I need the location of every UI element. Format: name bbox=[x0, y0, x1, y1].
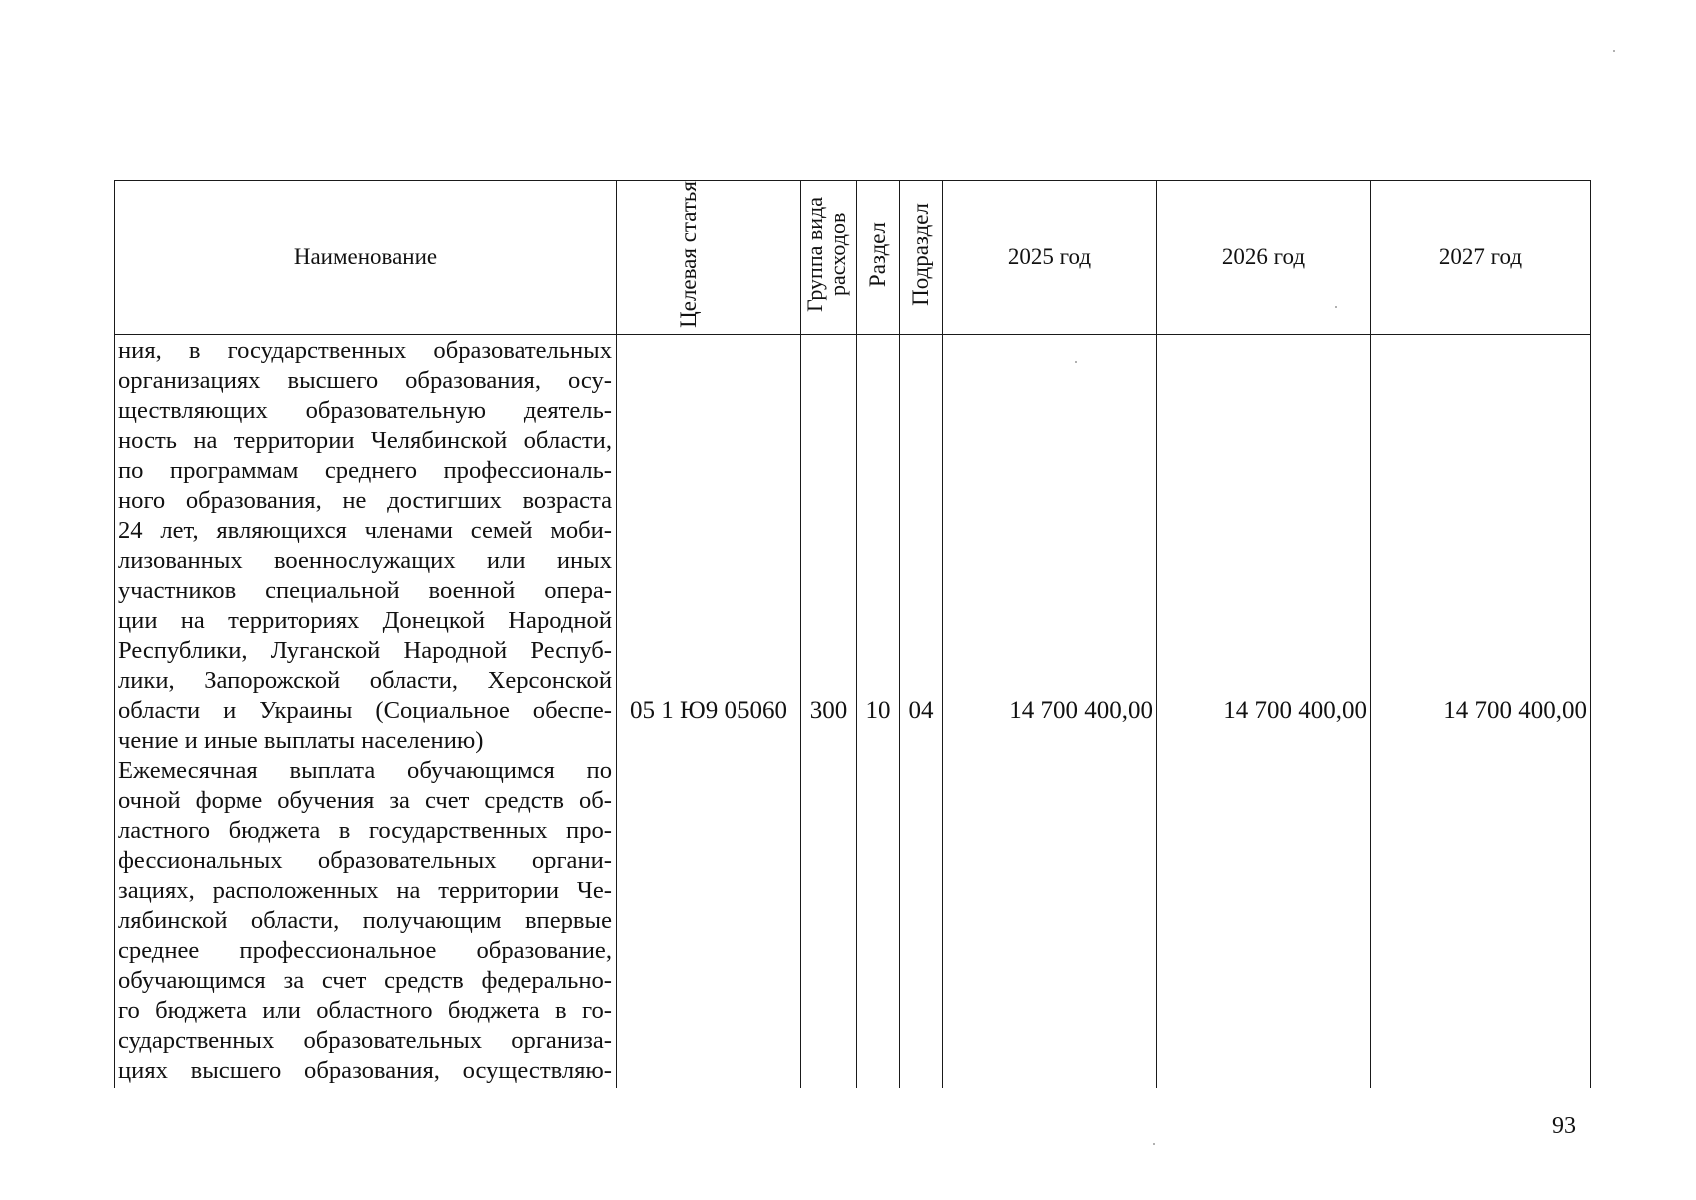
header-target-article bbox=[617, 181, 801, 335]
description-line: участников специальной военной опера- bbox=[118, 576, 612, 604]
description-line: чение и иные выплаты населению) bbox=[118, 726, 484, 754]
header-year-2025 bbox=[943, 181, 1157, 335]
row-section: 10 bbox=[857, 334, 900, 1088]
description-line: зациях, расположенных на территории Че- bbox=[118, 876, 612, 904]
row-amount-2026: 14 700 400,00 bbox=[1157, 334, 1371, 1088]
description-line: среднее профессиональное образование, bbox=[118, 936, 612, 964]
header-expense-group bbox=[801, 181, 857, 335]
description-line: лябинской области, получающим впервые bbox=[118, 906, 612, 934]
description-line: циях высшего образования, осуществляю- bbox=[118, 1056, 612, 1084]
row-amount-2027: 14 700 400,00 bbox=[1371, 334, 1591, 1088]
description-line: ции на территориях Донецкой Народной bbox=[118, 606, 612, 634]
header-year-2025-label: 2025 год bbox=[1007, 244, 1092, 270]
header-year-2026 bbox=[1157, 181, 1371, 335]
header-target-article-label: Целевая статья bbox=[675, 181, 701, 328]
budget-table bbox=[114, 180, 1591, 1088]
description-line: ного образования, не достигших возраста bbox=[118, 486, 612, 514]
scan-speck bbox=[1075, 361, 1077, 363]
description-line: го бюджета или областного бюджета в го- bbox=[118, 996, 612, 1024]
description-line: ществляющих образовательную деятель- bbox=[118, 396, 612, 424]
description-line: Республики, Луганской Народной Респуб- bbox=[118, 636, 612, 664]
header-subsection-label: Подраздел bbox=[907, 202, 933, 306]
header-year-2027 bbox=[1371, 181, 1591, 335]
description-line: области и Украины (Социальное обеспе- bbox=[118, 696, 612, 724]
table-body bbox=[115, 334, 1591, 1088]
row-amount-2025: 14 700 400,00 bbox=[943, 334, 1157, 1088]
description-line: лики, Запорожской области, Херсонской bbox=[118, 666, 612, 694]
row-subsection: 04 bbox=[900, 334, 943, 1088]
description-line: ния, в государственных образовательных bbox=[118, 336, 612, 364]
scan-speck bbox=[1335, 306, 1337, 308]
table-header bbox=[115, 181, 1591, 335]
row-description-cell bbox=[115, 334, 617, 1088]
header-name-label: Наименование bbox=[293, 244, 438, 270]
description-line: сударственных образовательных организа- bbox=[118, 1026, 612, 1054]
description-line: очной форме обучения за счет средств об- bbox=[118, 786, 612, 814]
header-expense-group-label: Группа вида расходов bbox=[801, 196, 850, 312]
description-line: фессиональных образовательных органи- bbox=[118, 846, 612, 874]
description-line: ластного бюджета в государственных про- bbox=[118, 816, 612, 844]
row-expense-group: 300 bbox=[801, 334, 857, 1088]
header-section-label: Раздел bbox=[864, 221, 890, 287]
header-name bbox=[115, 181, 617, 335]
page-number: 93 bbox=[1552, 1113, 1576, 1139]
description-line: 24 лет, являющихся членами семей моби- bbox=[118, 516, 612, 544]
description-line: организациях высшего образования, осу- bbox=[118, 366, 612, 394]
description-line: по программам среднего профессиональ- bbox=[118, 456, 612, 484]
table-row bbox=[115, 334, 1591, 1088]
header-row bbox=[115, 181, 1591, 335]
description-line: лизованных военнослужащих или иных bbox=[118, 546, 612, 574]
description-line: Ежемесячная выплата обучающимся по bbox=[118, 756, 612, 784]
header-year-2026-label: 2026 год bbox=[1221, 244, 1306, 270]
header-year-2027-label: 2027 год bbox=[1438, 244, 1523, 270]
header-subsection bbox=[900, 181, 943, 335]
row-description bbox=[115, 335, 616, 1086]
row-target-article: 05 1 Ю9 05060 bbox=[617, 334, 801, 1088]
scan-speck bbox=[1613, 50, 1615, 52]
header-section bbox=[857, 181, 900, 335]
description-line: обучающимся за счет средств федерально- bbox=[118, 966, 612, 994]
description-line: ность на территории Челябинской области, bbox=[118, 426, 612, 454]
scan-speck bbox=[1153, 1143, 1155, 1145]
